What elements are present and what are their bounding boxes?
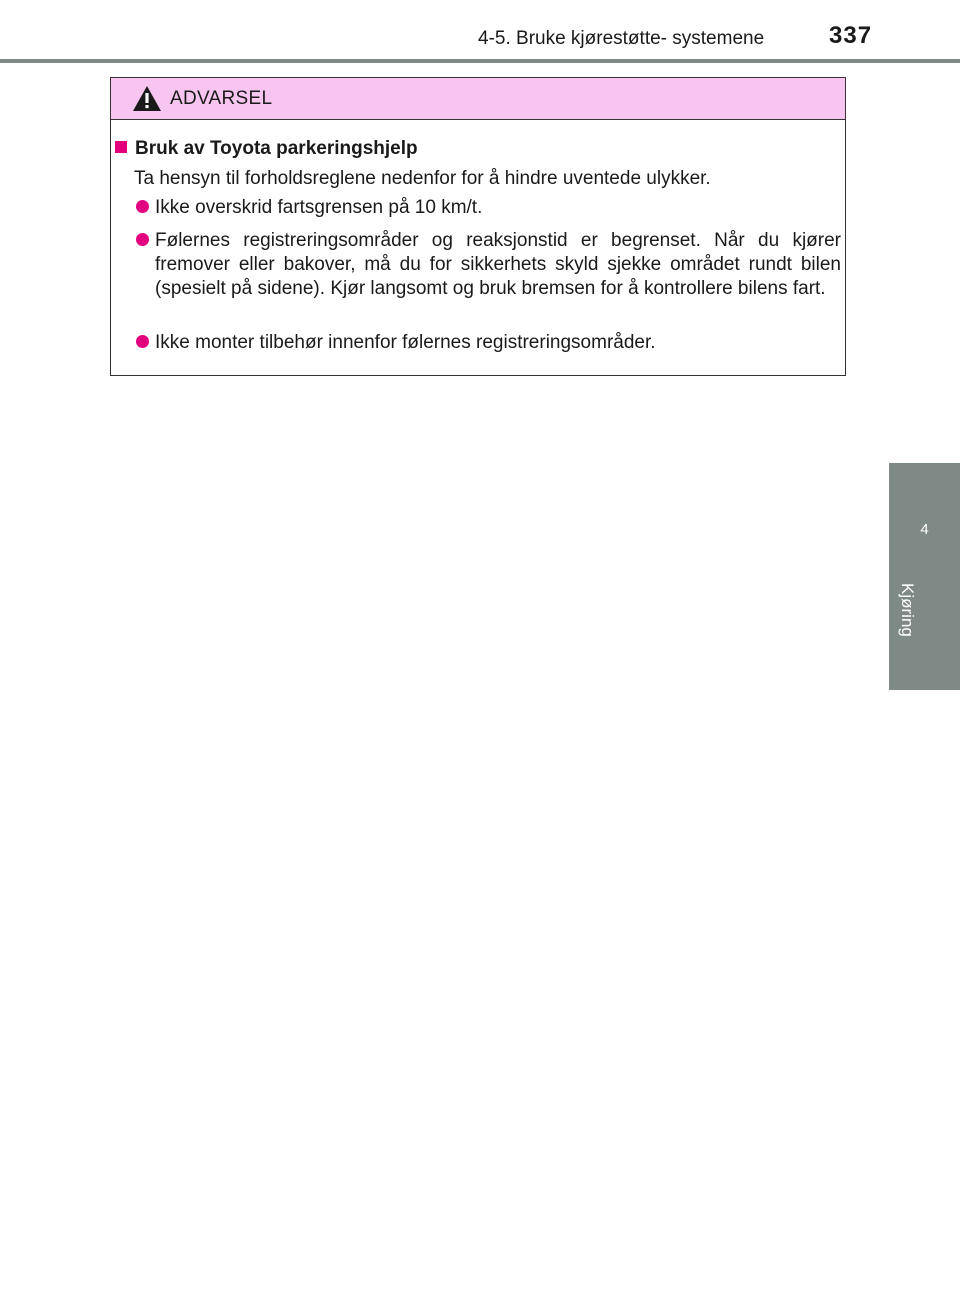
bullet-item: [136, 196, 841, 220]
section-heading: [115, 138, 418, 160]
dot-bullet-icon: [136, 335, 149, 348]
dot-bullet-icon: [136, 200, 149, 213]
chapter-number: 4: [920, 521, 929, 538]
bullet-item: [136, 229, 841, 301]
bullet-text: Følernes registreringsområder og reaksjonstid er begrenset. Når du kjører fremover eller bakover, må du for sikkerhets skyld sjekke området rundt bilen (spesielt på sidene). Kjør langsomt og bruk bremsen for å kontrollere bilens fart.: [155, 230, 841, 299]
warning-box: [110, 77, 846, 376]
bullet-text: Ikke monter tilbehør innenfor følernes registreringsområder.: [155, 332, 656, 353]
section-heading-text: Bruk av Toyota parkeringshjelp: [135, 138, 418, 159]
header-rule: [0, 59, 960, 63]
chapter-label: Kjøring: [898, 583, 917, 637]
intro-text: Ta hensyn til forholdsreglene nedenfor for å hindre uventede ulykker.: [134, 168, 711, 189]
chapter-side-tab: [889, 463, 960, 690]
square-bullet-icon: [115, 141, 127, 153]
header-section-title: 4-5. Bruke kjørestøtte- systemene: [478, 28, 765, 49]
bullet-text: Ikke overskrid fartsgrensen på 10 km/t.: [155, 197, 483, 218]
warning-header: [111, 78, 845, 120]
warning-triangle-icon: [132, 85, 162, 117]
page-number: 337: [829, 22, 873, 49]
bullet-item: [136, 331, 841, 355]
dot-bullet-icon: [136, 233, 149, 246]
warning-label: ADVARSEL: [170, 88, 273, 109]
